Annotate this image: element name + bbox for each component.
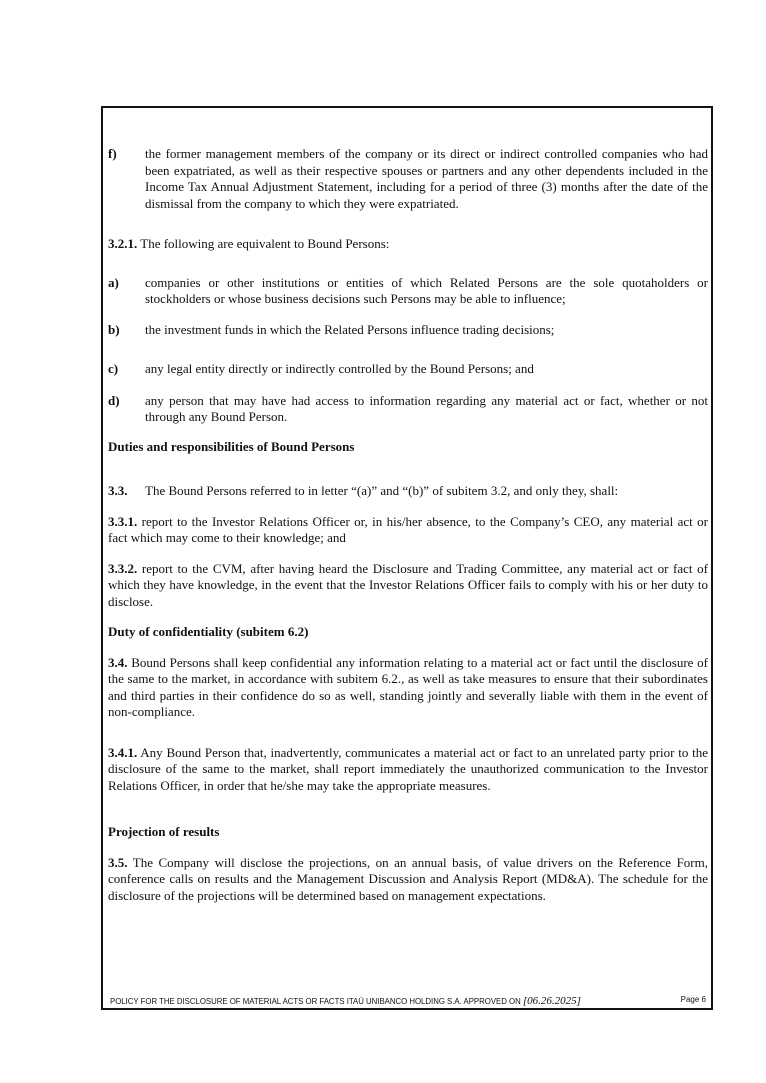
list-item-d	[108, 393, 708, 426]
heading-projection: Projection of results	[108, 824, 220, 839]
item-label: c)	[108, 361, 119, 376]
item-label: a)	[108, 274, 119, 290]
item-label: b)	[108, 321, 120, 337]
section-number: 3.4.1.	[108, 744, 138, 760]
item-label: f)	[108, 146, 117, 161]
section-text: Bound Persons shall keep confidential any information relating to a material act or fact until the disclosure of the same to the market, in accordance with subitem 6.2., as well as take measures to ensure that their subordinates and third parties in their confidence do so as well, standing jointly and severally liable with them in the event of non-compliance.	[108, 654, 708, 719]
section-3-5	[108, 855, 708, 905]
list-item-f	[108, 146, 708, 212]
section-text: The following are equivalent to Bound Persons:	[137, 236, 390, 251]
section-number: 3.3.	[108, 483, 128, 498]
section-text: Any Bound Person that, inadvertently, communicates a material act or fact to an unrelated party prior to the disclosure of the same to the market, shall report immediately the unauthorized communication to the Investor Relations Officer, in order that he/she may take the appropriate measures.	[108, 744, 708, 793]
footer-policy-text: POLICY FOR THE DISCLOSURE OF MATERIAL ACTS OR FACTS ITAÚ UNIBANCO HOLDING S.A. APPROVED ON	[110, 997, 523, 1006]
section-3-3	[108, 483, 708, 500]
item-text: any legal entity directly or indirectly controlled by the Bound Persons; and	[145, 361, 534, 376]
section-3-4	[108, 655, 708, 721]
section-number: 3.2.1.	[108, 236, 138, 251]
section-number: 3.3.2.	[108, 560, 138, 576]
item-label: d)	[108, 392, 120, 408]
list-item-b	[108, 322, 708, 339]
section-number: 3.5.	[108, 854, 128, 870]
section-3-2-1	[108, 236, 708, 253]
page-number: Page 6	[680, 995, 706, 1004]
section-3-3-2	[108, 561, 708, 611]
heading-duties: Duties and responsibilities of Bound Persons	[108, 438, 355, 454]
section-3-4-1	[108, 745, 708, 795]
item-text: companies or other institutions or entities of which Related Persons are the sole quotaholders or stockholders or whose business decisions such Persons may be able to influence;	[145, 274, 708, 306]
section-text: The Company will disclose the projections, on an annual basis, of value drivers on the Reference Form, conference calls on results and the Management Discussion and Analysis Report (MD&A). The schedule for the disclosure of the projections will be determined based on management expectations.	[108, 854, 708, 903]
heading-confidentiality: Duty of confidentiality (subitem 6.2)	[108, 624, 309, 639]
list-item-c	[108, 361, 708, 378]
section-3-3-1	[108, 514, 708, 547]
section-number: 3.4.	[108, 654, 128, 670]
section-text: report to the Investor Relations Officer or, in his/her absence, to the Company’s CEO, any material act or fact which may come to their knowledge; and	[108, 513, 708, 545]
item-text: the investment funds in which the Related Persons influence trading decisions;	[145, 321, 555, 337]
list-item-a	[108, 275, 708, 308]
section-number: 3.3.1.	[108, 513, 138, 529]
footer-approved-date: [06.26.2025]	[522, 995, 581, 1007]
section-text: report to the CVM, after having heard the Disclosure and Trading Committee, any material act or fact of which they have knowledge, in the event that the Investor Relations Officer fails to comply with his or her duty to disclose.	[108, 560, 708, 609]
item-text: any person that may have had access to information regarding any material act or fact, whether or not through any Bound Person.	[145, 392, 708, 424]
item-text: the former management members of the company or its direct or indirect controlled companies who had been expatriated, as well as their respective spouses or partners and any other dependents included in the Income Tax Annual Adjustment Statement, including for a period of three (3) months after the date of the dismissal from the company to which they were expatriated.	[145, 146, 708, 211]
section-text: The Bound Persons referred to in letter “(a)” and “(b)” of subitem 3.2, and only they, shall:	[145, 483, 619, 498]
page-footer	[110, 995, 708, 1007]
document-body	[108, 146, 708, 904]
